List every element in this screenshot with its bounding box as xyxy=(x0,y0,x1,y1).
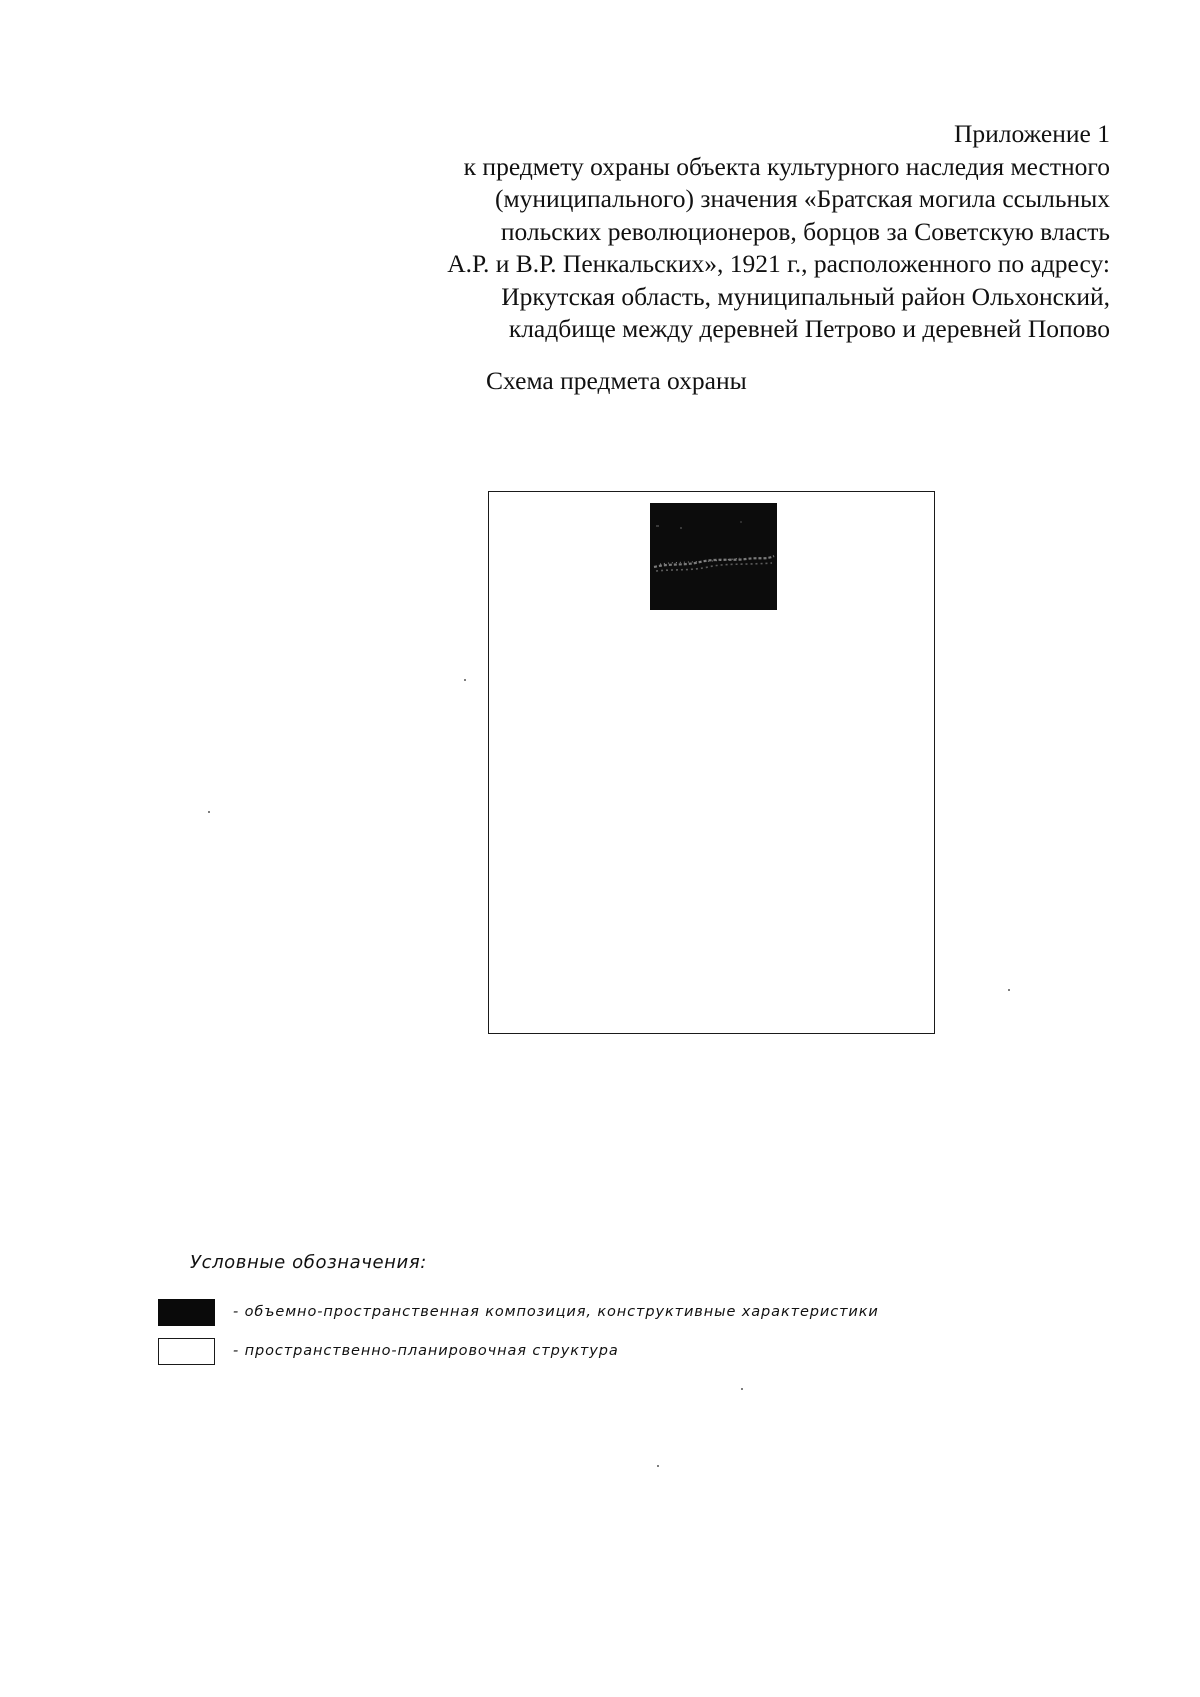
scan-speck xyxy=(657,1465,659,1467)
appendix-number: Приложение 1 xyxy=(954,119,1110,148)
appendix-line-4: А.Р. и В.Р. Пенкальских», 1921 г., расположенного по адресу: xyxy=(447,249,1110,278)
appendix-header xyxy=(350,118,1110,346)
legend-item-volumetric xyxy=(158,1298,879,1326)
monument-texture xyxy=(650,503,777,610)
site-plan-boundary xyxy=(488,491,935,1034)
scan-speck xyxy=(741,1388,743,1390)
scan-speck xyxy=(208,811,210,813)
appendix-line-2: (муниципального) значения «Братская могила ссыльных xyxy=(495,184,1110,213)
appendix-line-1: к предмету охраны объекта культурного наследия местного xyxy=(463,151,1110,181)
appendix-line-6: кладбище между деревней Петрово и деревней Попово xyxy=(508,314,1110,343)
legend-label: - объемно-пространственная композиция, конструктивные характеристики xyxy=(233,1304,879,1320)
scan-speck xyxy=(464,679,466,681)
appendix-line-5: Иркутская область, муниципальный район Ольхонский, xyxy=(501,281,1110,311)
legend-title: Условные обозначения: xyxy=(190,1252,427,1273)
scheme-title: Схема предмета охраны xyxy=(486,366,747,395)
monument-footprint xyxy=(650,503,777,610)
legend-swatch-outline xyxy=(158,1338,215,1365)
legend-swatch-filled xyxy=(158,1299,215,1326)
appendix-line-3: польских революционеров, борцов за Советскую власть xyxy=(500,216,1110,246)
legend-label: - пространственно-планировочная структура xyxy=(233,1343,619,1359)
scan-speck xyxy=(1008,989,1010,991)
legend-item-planning xyxy=(158,1337,619,1365)
